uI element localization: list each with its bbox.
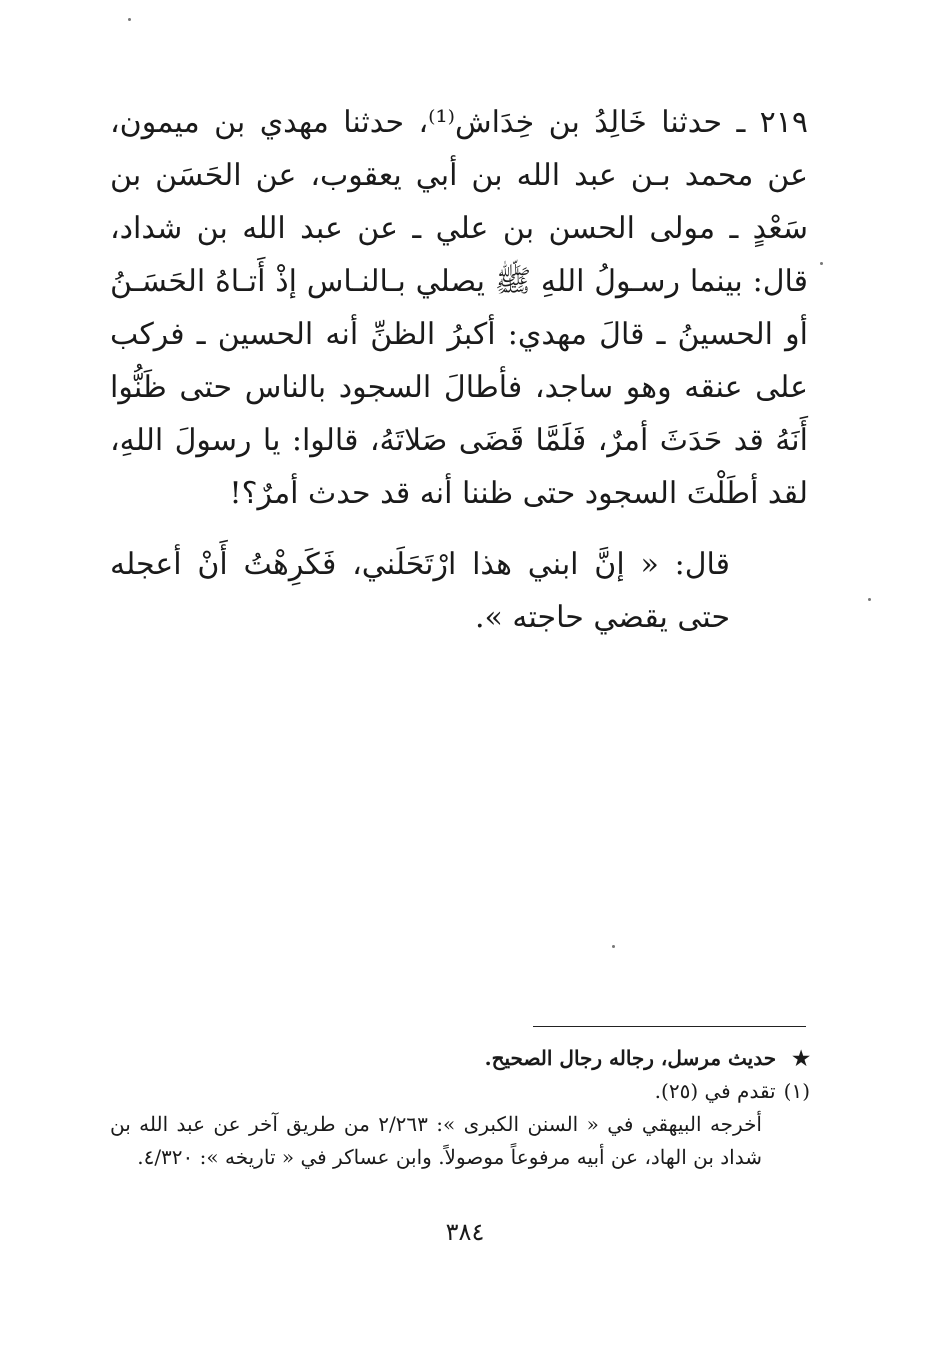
footnote-1-text: تقدم في (٢٥).: [654, 1079, 776, 1103]
footnote-1-body: أخرجه البيهقي في « السنن الكبرى »: ٢/٢٦٣ من طريق آخر عن عبد الله بن شداد بن الهاد، عن أبيه مرفوعاً موصولاً. وابن عساكر في « تاريخه »: ٤/٣٢٠.: [110, 1112, 762, 1169]
footnote-grading-text: حديث مرسل، رجاله رجال الصحيح.: [484, 1046, 777, 1070]
scan-speck: [820, 262, 823, 265]
scan-speck: [612, 945, 615, 948]
footnote-grading: [110, 1042, 810, 1075]
star-mark: ★: [792, 1046, 810, 1070]
footnote-1: [110, 1075, 810, 1108]
footnote-separator: [533, 1026, 806, 1027]
scan-speck: [128, 18, 131, 21]
scan-speck: [868, 598, 871, 601]
hadith-saying: قال: « إنَّ ابني هذا ارْتَحَلَني، فَكَرِهْتُ أَنْ أعجله حتى يقضي حاجته ».: [110, 547, 730, 635]
hadith-narration: ٢١٩ ـ حدثنا خَالِدُ بن خِدَاش⁽¹⁾، حدثنا مهدي بن ميمون، عن محمد بـن عبد الله بن أبي يعقوب، عن الحَسَن بن سَعْدٍ ـ مولى الحسن بن علي ـ عن عبد الله بن شداد، قال: بينما رسـولُ اللهِ ﷺ يصلي بـالنـاس إذْ أَتـاهُ الحَسَـنُ أو الحسينُ ـ قالَ مهدي: أكبرُ الظنِّ أنه الحسين ـ فركب على عنقه وهو ساجد، فأطالَ السجود بالناس حتى ظَنُّوا أَنَهُ قد حَدَثَ أمرٌ، فَلَمَّا قَضَى صَلاتَهُ، قالوا: يا رسولَ اللهِ، لقد أطَلْتَ السجود حتى ظننا أنه قد حدث أمرٌ؟!: [110, 105, 808, 511]
footnotes: [110, 1042, 810, 1174]
hadith-text: [110, 96, 808, 635]
page-number: ٣٨٤: [445, 1218, 485, 1246]
footnote-1-number: (١): [783, 1079, 810, 1103]
